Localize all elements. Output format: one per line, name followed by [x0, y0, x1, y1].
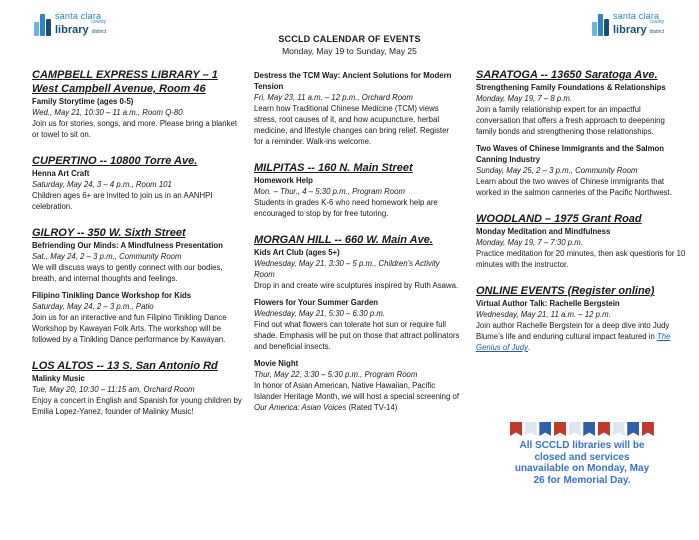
event-item	[32, 168, 242, 212]
event-time: Wed., May 21, 10:30 – 11 a.m., Room Q-80	[32, 108, 183, 117]
event-description: Find out what flowers can tolerate hot sun or require full shade. Emphasis will be put on those that attract pollinators and beneficial insects.	[254, 320, 460, 351]
closure-message: All SCCLD libraries will be closed and services unavailable on Monday, May 26 for Memorial Day.	[514, 440, 650, 486]
event-title: Henna Art Craft	[32, 169, 90, 178]
event-item	[476, 143, 686, 198]
event-title: Movie Night	[254, 359, 299, 368]
page-title: SCCLD CALENDAR OF EVENTS	[278, 34, 421, 44]
event-time: Wednesday, May 21, 11 a.m. – 12 p.m.	[476, 310, 611, 319]
event-item	[254, 175, 460, 219]
event-description: Join us for stories, songs, and more. Please bring a blanket or towel to sit on.	[32, 119, 237, 139]
branch-heading: CAMPBELL EXPRESS LIBRARY – 1 West Campbell Avenue, Room 46	[32, 69, 218, 95]
column-3	[476, 68, 686, 359]
event-description: Learn about the two waves of Chinese immigrants that worked in the salmon canneries of the Pacific Northwest.	[476, 177, 672, 197]
event-description: Enjoy a concert in English and Spanish for young children by Emilia Lopez-Yanez, founder of Malinky Music!	[32, 396, 242, 416]
logo-text: library district	[55, 24, 107, 36]
library-logo	[34, 12, 106, 36]
branch-heading: WOODLAND – 1975 Grant Road	[476, 213, 642, 225]
library-logo-icon	[592, 14, 610, 36]
column-1	[32, 68, 242, 423]
logo-text: santa clara	[613, 11, 660, 21]
page-header	[0, 34, 699, 56]
event-description: We will discuss ways to gently connect with our bodies, breath, and internal thoughts and feelings.	[32, 263, 223, 283]
event-item	[32, 96, 242, 140]
logo-text: county	[91, 19, 107, 25]
event-title: Homework Help	[254, 176, 313, 185]
logo-text: county	[649, 19, 665, 25]
event-description: Join a family relationship expert for an impactful conversation that offers a fresh approach to deepening family bonds and strengthening those relationships.	[476, 105, 665, 136]
event-title: Strengthening Family Foundations & Relationships	[476, 83, 666, 92]
event-time: Sunday, May 25, 2 – 3 p.m., Community Room	[476, 166, 638, 175]
branch-heading: SARATOGA -- 13650 Saratoga Ave.	[476, 69, 658, 81]
branch-heading: ONLINE EVENTS (Register online)	[476, 285, 655, 297]
bunting-icon	[508, 422, 656, 436]
logo-text: santa clara	[55, 11, 102, 21]
event-item	[476, 298, 686, 353]
event-description: Learn how Traditional Chinese Medicine (TCM) views stress, root causes of it, and how acupuncture, herbal medicine, and lifestyle changes can bring relief. Register for a reminder. Walk-ins welcome.	[254, 104, 450, 146]
event-description: In honor of Asian American, Native Hawaiian, Pacific Islander Heritage Month, we will host a special screening of Our America: Asian Voices (Rated TV-14)	[254, 381, 459, 412]
event-time: Monday, May 19, 7 – 7:30 p.m.	[476, 238, 583, 247]
event-title: Kids Art Club (ages 5+)	[254, 248, 340, 257]
column-2	[254, 70, 460, 419]
film-title: Our America: Asian Voices	[254, 403, 347, 412]
event-description: Students in grades K-6 who need homework help are encouraged to stop by for free tutoring.	[254, 198, 438, 218]
event-time: Wednesday, May 21, 3:30 – 5 p.m., Children’s Activity Room	[254, 259, 440, 279]
event-time: Tue, May 20, 10:30 – 11:15 am, Orchard Room	[32, 385, 195, 394]
library-logo	[592, 12, 664, 36]
book-link[interactable]: The Genius of Judy	[476, 332, 671, 352]
event-item	[32, 290, 242, 345]
event-title: Destress the TCM Way: Ancient Solutions for Modern Tension	[254, 71, 452, 91]
event-title: Befriending Our Minds: A Mindfulness Presentation	[32, 241, 223, 250]
event-time: Saturday, May 24, 2 – 3 p.m., Patio	[32, 302, 154, 311]
event-item	[254, 297, 460, 352]
event-title: Virtual Author Talk: Rachelle Bergstein	[476, 299, 620, 308]
event-time: Mon. – Thur., 4 – 5:30 p.m., Program Room	[254, 187, 405, 196]
event-title: Filipino Tinikling Dance Workshop for Kids	[32, 291, 192, 300]
logo-text: library district	[613, 24, 665, 36]
branch-heading: MILPITAS -- 160 N. Main Street	[254, 162, 413, 174]
event-time: Sat., May 24, 2 – 3 p.m., Community Room	[32, 252, 182, 261]
event-time: Thur, May 22, 3:30 – 5:30 p.m., Program Room	[254, 370, 418, 379]
library-logo-icon	[34, 14, 52, 36]
event-time: Saturday, May 24, 3 – 4 p.m., Room 101	[32, 180, 172, 189]
event-item	[254, 247, 460, 291]
event-title: Flowers for Your Summer Garden	[254, 298, 379, 307]
event-item	[254, 70, 460, 147]
event-time: Monday, May 19, 7 – 8 p.m.	[476, 94, 573, 103]
branch-heading: GILROY -- 350 W. Sixth Street	[32, 227, 186, 239]
closure-notice	[508, 422, 656, 486]
event-title: Family Storytime (ages 0-5)	[32, 97, 134, 106]
event-title: Monday Meditation and Mindfulness	[476, 227, 611, 236]
event-item	[254, 358, 460, 413]
event-description: Join us for an interactive and fun Filipino Tinikling Dance Workshop by Kawayan Folk Arts. The workshop will be followed by a Tinikling Dance performance by Kawayan.	[32, 313, 227, 344]
event-title: Two Waves of Chinese Immigrants and the Salmon Canning Industry	[476, 144, 665, 164]
event-description: Children ages 6+ are invited to join us in an AANHPI celebration.	[32, 191, 213, 211]
event-item	[32, 373, 242, 417]
event-item	[32, 240, 242, 284]
branch-heading: CUPERTINO -- 10800 Torre Ave.	[32, 155, 198, 167]
event-description: Drop in and create wire sculptures inspired by Ruth Asawa.	[254, 281, 459, 290]
event-description: Join author Rachelle Bergstein for a deep dive into Judy Blume’s life and enduring cultural impact featured in The Genius of Judy.	[476, 321, 671, 352]
branch-heading: LOS ALTOS -- 13 S. San Antonio Rd	[32, 360, 218, 372]
event-item	[476, 226, 686, 270]
event-time: Wednesday, May 21, 5:30 – 6:30 p.m.	[254, 309, 386, 318]
event-title: Malinky Music	[32, 374, 85, 383]
page-subtitle: Monday, May 19 to Sunday, May 25	[282, 46, 417, 56]
event-time: Fri, May 23, 11 a.m. – 12 p.m., Orchard Room	[254, 93, 413, 102]
branch-heading: MORGAN HILL -- 660 W. Main Ave.	[254, 234, 433, 246]
event-item	[476, 82, 686, 137]
event-description: Practice meditation for 20 minutes, then ask questions for 10 minutes with the instructor.	[476, 249, 686, 269]
